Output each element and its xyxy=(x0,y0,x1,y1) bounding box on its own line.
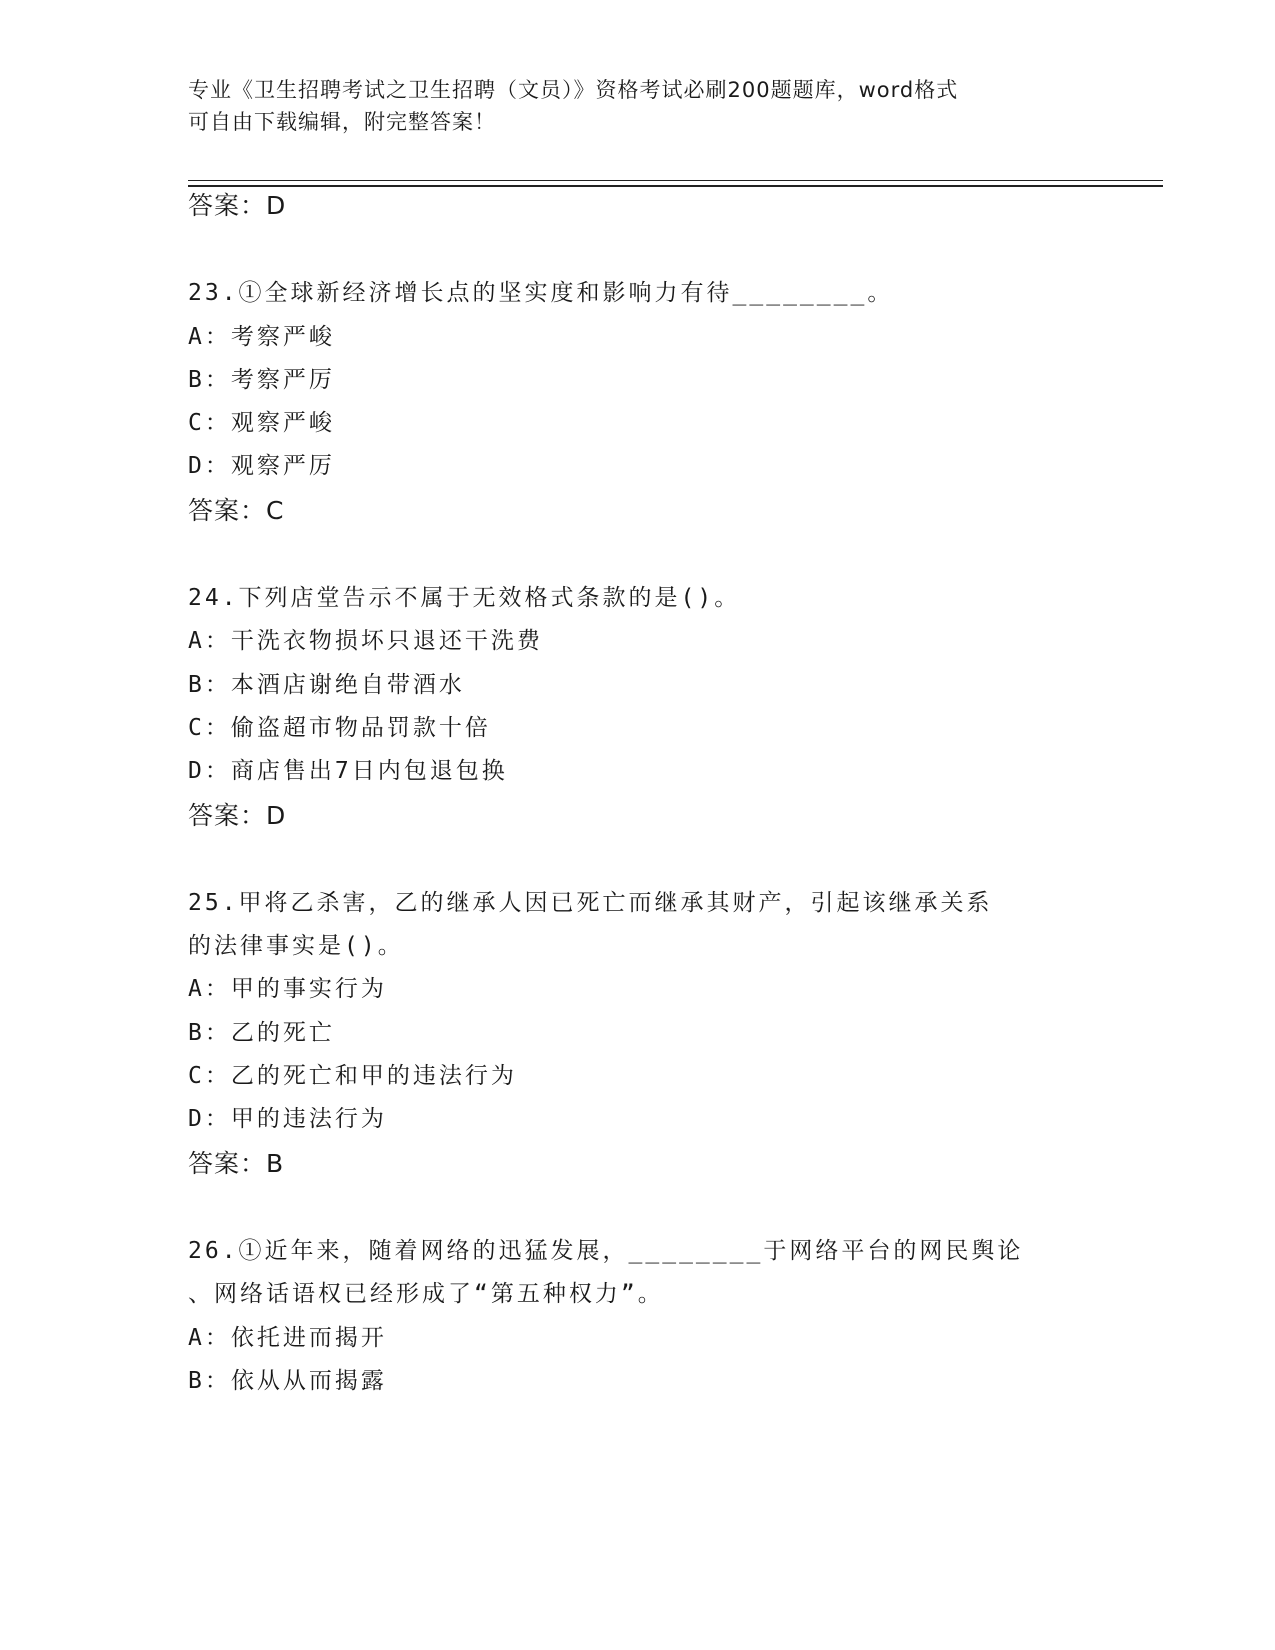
question-26-stem-line-1: 26.①近年来，随着网络的迅猛发展，________于网络平台的网民舆论 xyxy=(188,1238,1024,1264)
question-26-option-a: A：依托进而揭开 xyxy=(188,1325,387,1351)
answer-label: 答案：D xyxy=(188,191,287,220)
question-23-answer: 答案：C xyxy=(188,496,285,525)
question-23-option-b: B：考察严厉 xyxy=(188,367,335,393)
question-25-option-c: C：乙的死亡和甲的违法行为 xyxy=(188,1063,517,1089)
question-23-stem: 23.①全球新经济增长点的坚实度和影响力有待________。 xyxy=(188,280,894,306)
question-25-answer: 答案：B xyxy=(188,1149,285,1178)
question-26-option-b: B：依从从而揭露 xyxy=(188,1368,387,1394)
question-25-option-a: A：甲的事实行为 xyxy=(188,976,387,1002)
header-line-2: 可自由下载编辑，附完整答案！ xyxy=(188,110,496,134)
header-rule-thick xyxy=(188,185,1163,187)
question-23-option-c: C：观察严峻 xyxy=(188,410,335,436)
question-24-answer: 答案：D xyxy=(188,801,287,830)
question-25-stem-line-1: 25.甲将乙杀害，乙的继承人因已死亡而继承其财产，引起该继承关系 xyxy=(188,890,993,916)
question-24-option-a: A：干洗衣物损坏只退还干洗费 xyxy=(188,628,543,654)
question-24-option-d: D：商店售出7日内包退包换 xyxy=(188,758,508,784)
question-25-stem-line-2: 的法律事实是()。 xyxy=(188,933,404,959)
question-25-option-d: D：甲的违法行为 xyxy=(188,1106,387,1132)
question-26-stem-line-2: 、网络话语权已经形成了“第五种权力”。 xyxy=(188,1281,664,1307)
question-24-option-b: B：本酒店谢绝自带酒水 xyxy=(188,672,465,698)
question-24-option-c: C：偷盗超市物品罚款十倍 xyxy=(188,715,491,741)
page-header xyxy=(188,74,1088,138)
question-25-option-b: B：乙的死亡 xyxy=(188,1020,335,1046)
question-24-stem: 24.下列店堂告示不属于无效格式条款的是()。 xyxy=(188,585,741,611)
header-rule-thin xyxy=(188,180,1163,181)
question-23-option-d: D：观察严厉 xyxy=(188,453,335,479)
question-23-option-a: A：考察严峻 xyxy=(188,324,335,350)
header-line-1: 专业《卫生招聘考试之卫生招聘（文员）》资格考试必刷200题题库，word格式 xyxy=(188,78,959,102)
